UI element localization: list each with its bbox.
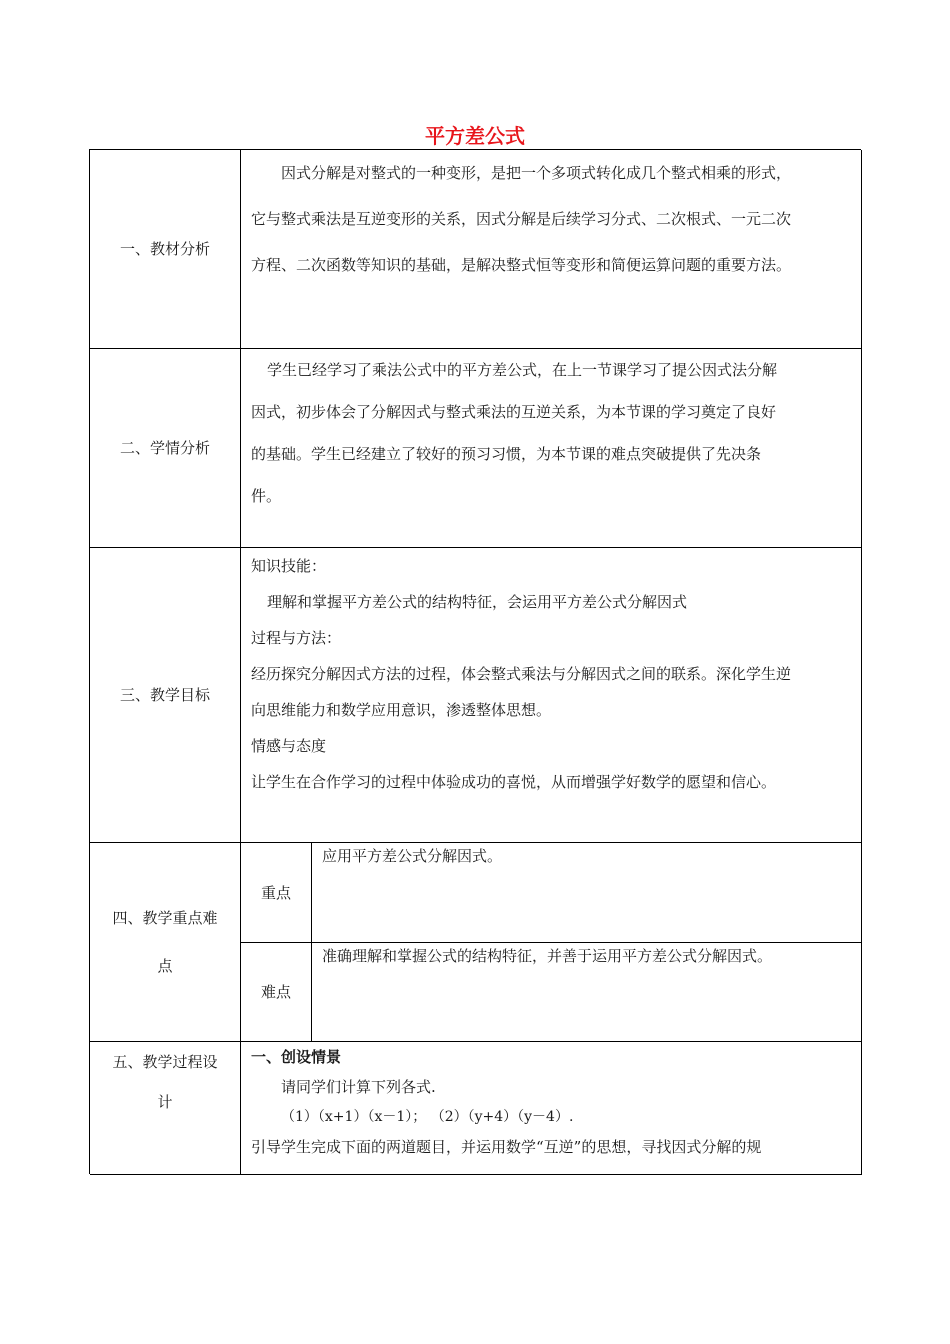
section-2-line: 学生已经学习了乘法公式中的平方差公式，在上一节课学习了提公因式法分解 [267, 361, 778, 379]
section-2-content [241, 349, 862, 548]
section-2-label-text: 二、学情分析 [119, 439, 210, 457]
section-5-label-text: 五、教学过程设 [112, 1053, 218, 1071]
section-3-label-text: 三、教学目标 [119, 686, 210, 704]
section-4-label [90, 843, 241, 1042]
section-2-label [90, 349, 241, 548]
difficult-point-label [241, 943, 312, 1042]
section-3-line: 向思维能力和数学应用意识，渗透整体思想。 [251, 701, 552, 719]
section-4-label-text: 四、教学重点难 [112, 909, 218, 927]
section-5-line: 请同学们计算下列各式. [281, 1078, 436, 1096]
section-5-label [90, 1042, 241, 1175]
key-point-label-text: 重点 [260, 883, 291, 902]
key-point-content [312, 843, 862, 943]
section-1-line: 因式分解是对整式的一种变形，是把一个多项式转化成几个整式相乘的形式， [281, 164, 792, 182]
section-3-line: 过程与方法： [251, 629, 342, 647]
difficult-point-content [312, 943, 862, 1042]
difficult-point-label-text: 难点 [260, 983, 291, 1001]
section-3-line: 让学生在合作学习的过程中体验成功的喜悦，从而增强学好数学的愿望和信心。 [251, 773, 777, 791]
section-3-line: 经历探究分解因式方法的过程，体会整式乘法与分解因式之间的联系。深化学生逆 [251, 665, 792, 683]
section-1-line: 它与整式乘法是互逆变形的关系，因式分解是后续学习分式、二次根式、一元二次 [251, 210, 792, 228]
section-1-content [241, 150, 862, 349]
section-1-label [90, 150, 241, 349]
section-3-content [241, 548, 862, 843]
lesson-plan-table [89, 149, 861, 1174]
page-title: 平方差公式 [425, 124, 525, 148]
section-3-line: 知识技能： [251, 557, 327, 575]
key-point-text: 应用平方差公式分解因式。 [322, 847, 503, 865]
section-3-label [90, 548, 241, 843]
section-2-line: 因式，初步体会了分解因式与整式乘法的互逆关系，为本节课的学习奠定了良好 [251, 403, 777, 421]
section-1-label-text: 一、教材分析 [119, 240, 210, 258]
difficult-point-text: 准确理解和掌握公式的结构特征，并善于运用平方差公式分解因式。 [322, 947, 773, 965]
section-2-line: 件。 [251, 487, 282, 505]
key-point-label [241, 843, 312, 943]
section-1-line: 方程、二次函数等知识的基础，是解决整式恒等变形和简便运算问题的重要方法。 [251, 256, 792, 274]
section-5-heading: 一、创设情景 [251, 1048, 342, 1066]
section-4-label-text: 点 [157, 957, 173, 975]
section-5-line: 引导学生完成下面的两道题目，并运用数学“互逆”的思想，寻找因式分解的规 [251, 1138, 762, 1156]
section-3-line: 情感与态度 [251, 737, 327, 755]
section-2-line: 的基础。学生已经建立了较好的预习习惯，为本节课的难点突破提供了先决条 [251, 445, 762, 463]
section-5-line: （1）（x+1）（x－1）； （2）（y+4）（y－4）. [281, 1109, 574, 1125]
section-5-label-text: 计 [157, 1093, 173, 1111]
section-5-content [241, 1042, 862, 1175]
section-3-line: 理解和掌握平方差公式的结构特征，会运用平方差公式分解因式 [267, 593, 688, 611]
